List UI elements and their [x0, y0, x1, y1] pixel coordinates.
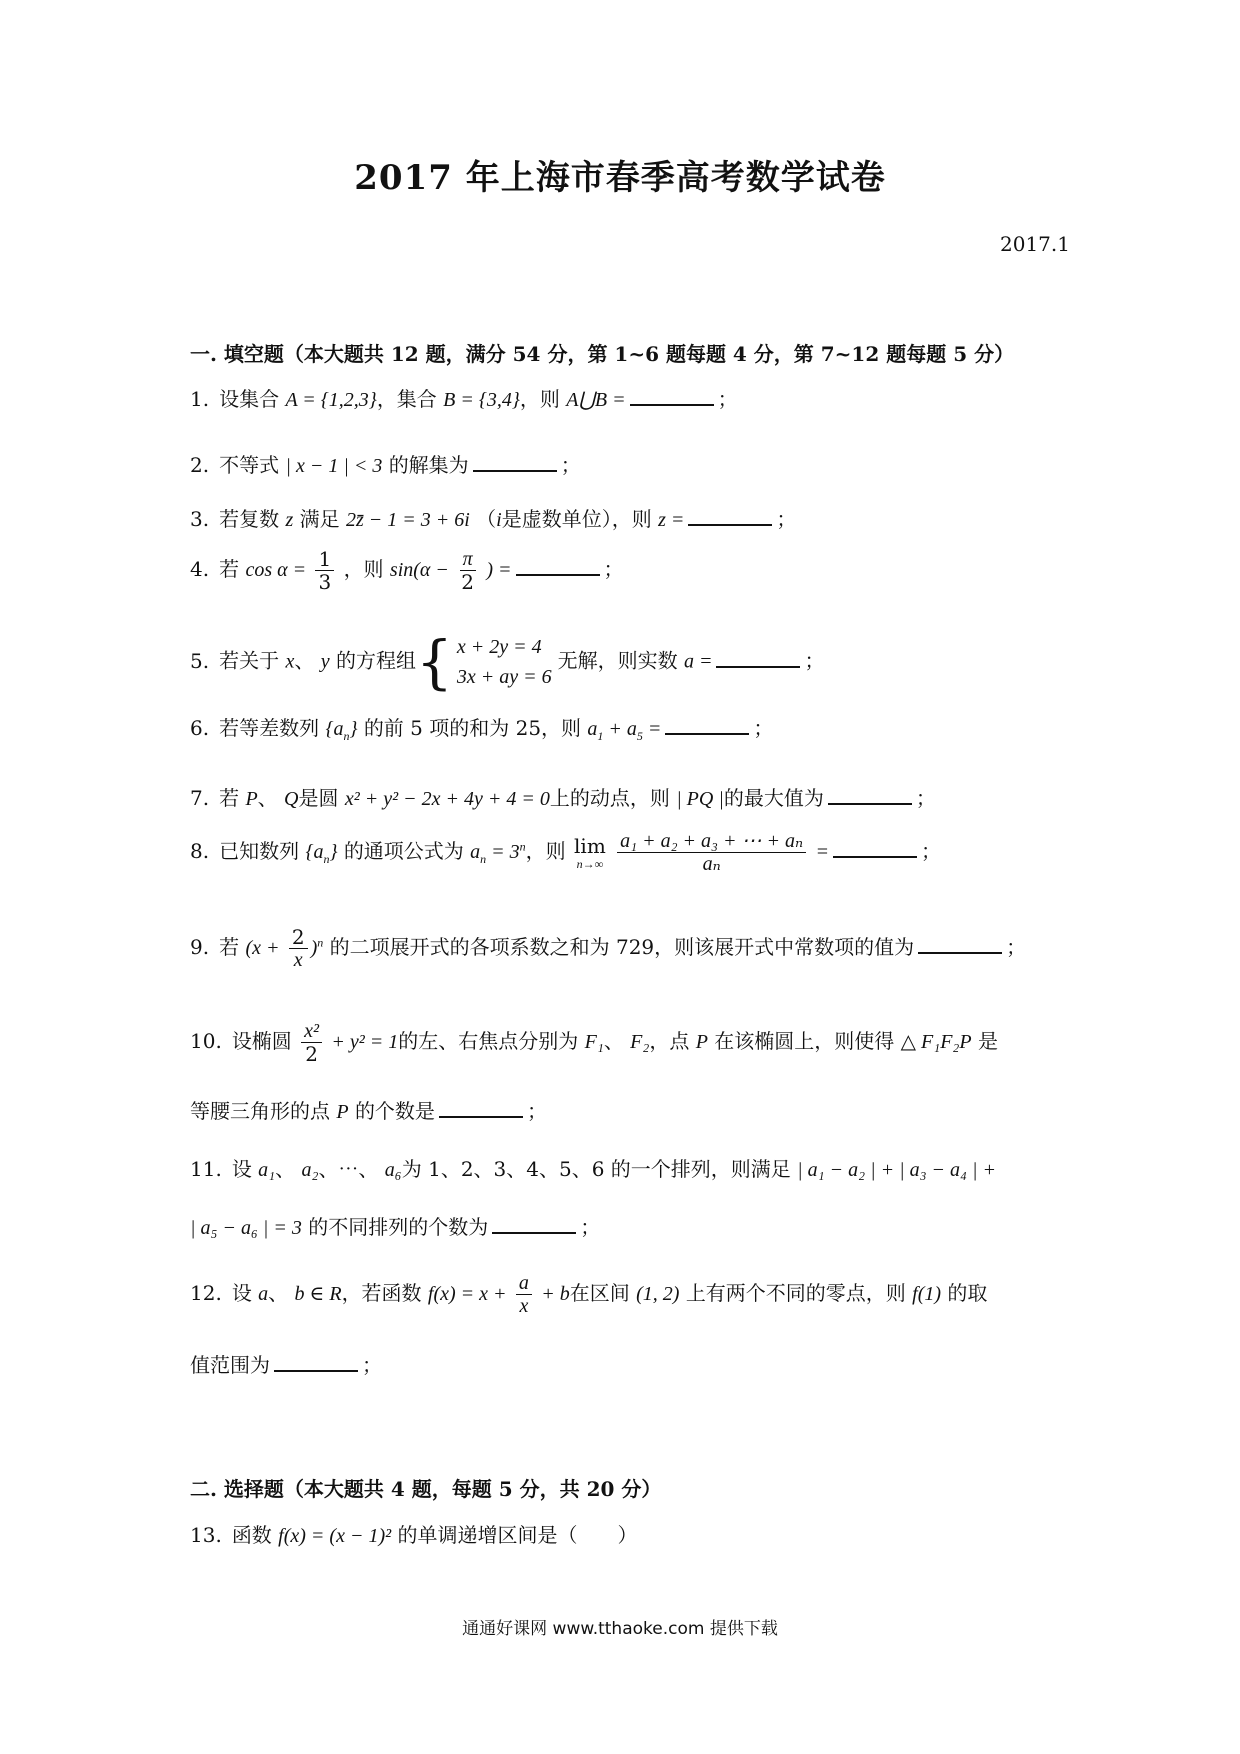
math-part: + a — [603, 718, 637, 740]
text: 、⋯、 — [318, 1157, 379, 1181]
text: 若 — [219, 786, 240, 810]
math-part: a — [587, 718, 598, 740]
math — [470, 839, 526, 866]
answer-blank[interactable] — [665, 715, 749, 735]
text: 的左、右焦点分别为 — [398, 1029, 579, 1053]
question-11 — [190, 1156, 996, 1183]
question-2 — [190, 452, 581, 479]
math: Q — [284, 788, 299, 810]
text: 设 — [231, 1157, 252, 1181]
fraction — [516, 1272, 532, 1317]
subscript: 1 — [597, 729, 604, 743]
math-part: } — [329, 841, 338, 863]
text: 等腰三角形的点 — [190, 1099, 330, 1123]
subscript: 5 — [636, 729, 643, 743]
math: F₂ — [630, 1031, 650, 1053]
math: a₆ — [384, 1159, 402, 1181]
math: (x + — [245, 937, 280, 959]
subscript: n — [323, 852, 330, 866]
numerator: x² — [301, 1020, 322, 1043]
fraction — [315, 548, 334, 593]
math: a₂ — [301, 1159, 319, 1181]
math-part: {a — [305, 841, 324, 863]
math: i — [496, 509, 502, 531]
text: 的个数是 — [354, 1099, 435, 1123]
question-number: 4. — [190, 557, 210, 581]
question-number: 9. — [190, 935, 210, 959]
text: 的单调递增区间是（ ） — [397, 1523, 638, 1547]
question-number: 1. — [190, 387, 210, 411]
math: P — [245, 788, 258, 810]
question-number: 2. — [190, 453, 210, 477]
math: P — [695, 1031, 708, 1053]
text: 是圆 — [298, 786, 339, 810]
denominator: aₙ — [702, 853, 721, 875]
math: cos α = — [245, 559, 307, 581]
math: A⋃B = — [566, 389, 626, 411]
math-part: {a — [325, 718, 344, 740]
math: A = {1,2,3} — [285, 389, 377, 411]
answer-blank[interactable] — [833, 838, 917, 858]
math-part: = — [642, 718, 662, 740]
fraction — [301, 1020, 322, 1065]
math: y — [320, 650, 330, 673]
text: 若等差数列 — [219, 716, 320, 740]
numerator: a — [516, 1272, 532, 1295]
math-part: ) — [310, 937, 318, 959]
text: 设 — [231, 1281, 252, 1305]
section-2-heading: 二. 选择题（本大题共 4 题，每题 5 分，共 20 分） — [190, 1477, 662, 1501]
question-4 — [190, 548, 624, 593]
subscript: n — [480, 852, 487, 866]
math: a = — [683, 650, 713, 673]
text: ； — [804, 648, 825, 673]
denominator: 2 — [461, 570, 475, 594]
question-1 — [190, 386, 738, 413]
text: ，集合 — [376, 387, 437, 411]
answer-blank[interactable] — [274, 1352, 358, 1372]
math: f(1) — [912, 1283, 942, 1305]
equation-system — [415, 628, 558, 696]
question-8 — [190, 830, 941, 875]
text: ； — [915, 786, 936, 810]
question-number: 3. — [190, 507, 210, 531]
math: △ F₁F₂P — [900, 1031, 972, 1053]
math: + b — [541, 1283, 570, 1305]
text: 、 — [275, 1157, 296, 1181]
section-1-heading: 一. 填空题（本大题共 12 题，满分 54 分，第 1~6 题每题 4 分，第 7~12 题每题 5 分） — [190, 342, 1015, 366]
answer-blank[interactable] — [630, 386, 714, 406]
answer-blank[interactable] — [688, 506, 772, 526]
text: ，则 — [525, 839, 566, 863]
question-number: 5. — [190, 648, 210, 673]
question-number: 10. — [190, 1029, 222, 1053]
footer-credit: 通通好课网 www.tthaoke.com 提供下载 — [462, 1619, 778, 1639]
text: 的取 — [947, 1281, 988, 1305]
text: ； — [920, 839, 941, 863]
math: = — [815, 841, 829, 863]
text: 、 — [603, 1029, 624, 1053]
text: 的最大值为 — [723, 786, 824, 810]
answer-blank[interactable] — [492, 1214, 576, 1234]
math: F₁ — [584, 1031, 604, 1053]
text: ； — [753, 716, 774, 740]
text: （ — [476, 507, 497, 531]
superscript: n — [317, 935, 324, 950]
math: 2z̄ − 1 = 3 + 6i — [345, 509, 470, 531]
math: | x − 1 | < 3 — [285, 455, 383, 477]
text: 是虚数单位），则 — [501, 507, 652, 531]
exam-date: 2017.1 — [1000, 232, 1070, 256]
math: z = — [658, 509, 685, 531]
question-12 — [190, 1272, 987, 1317]
text: 函数 — [231, 1523, 272, 1547]
question-7 — [190, 785, 936, 812]
question-9 — [190, 926, 1026, 971]
question-number: 8. — [190, 839, 210, 863]
text: 的解集为 — [388, 453, 469, 477]
question-number: 11. — [190, 1157, 222, 1181]
text: ； — [776, 507, 797, 531]
math: B = {3,4} — [443, 389, 520, 411]
math: f(x) = (x − 1)² — [278, 1525, 392, 1547]
text: ； — [362, 1353, 382, 1377]
question-number: 7. — [190, 786, 210, 810]
math: (1, 2) — [636, 1283, 680, 1305]
lim-label: lim — [574, 833, 606, 858]
lim-subscript: n→∞ — [576, 856, 604, 871]
text: ； — [526, 1099, 547, 1123]
math-part: } — [349, 718, 358, 740]
answer-blank[interactable] — [516, 556, 600, 576]
math — [305, 841, 338, 866]
numerator: 2 — [289, 926, 308, 949]
question-number: 13. — [190, 1523, 222, 1547]
question-5 — [190, 628, 825, 696]
text: 在区间 — [569, 1281, 630, 1305]
brace: { — [415, 628, 453, 696]
question-12-continued — [190, 1352, 382, 1378]
math: P — [336, 1101, 349, 1123]
answer-blank[interactable] — [716, 648, 800, 668]
text: 已知数列 — [219, 839, 300, 863]
text: ，点 — [649, 1029, 690, 1053]
answer-blank[interactable] — [439, 1098, 523, 1118]
math-part: a — [470, 841, 481, 863]
math: ) = — [486, 559, 512, 581]
text: 在该椭圆上，则使得 — [714, 1029, 895, 1053]
math: f(x) = x + — [427, 1283, 507, 1305]
math: x² + y² − 2x + 4y + 4 = 0 — [344, 788, 550, 810]
fraction — [289, 926, 308, 971]
math — [325, 718, 358, 743]
fraction — [617, 830, 806, 875]
denominator: x — [519, 1295, 529, 1317]
question-6 — [190, 715, 773, 745]
math: a — [258, 1283, 269, 1305]
text: 设椭圆 — [231, 1029, 292, 1053]
page-title: 2017 年上海市春季高考数学试卷 — [354, 158, 886, 198]
answer-blank[interactable] — [473, 452, 557, 472]
math — [311, 937, 324, 959]
math: b ∈ R — [294, 1283, 342, 1305]
math: | PQ | — [676, 788, 724, 810]
text: 若关于 — [219, 648, 280, 673]
math: | a₅ − a₆ | = 3 — [190, 1217, 302, 1239]
math: + y² = 1 — [331, 1031, 399, 1053]
text: 、 — [294, 648, 315, 673]
text: 的不同排列的个数为 — [308, 1215, 489, 1239]
question-13 — [190, 1522, 637, 1549]
fraction — [458, 548, 477, 593]
question-number: 12. — [190, 1281, 222, 1305]
text: ，则 — [519, 387, 560, 411]
math: sin(α − — [389, 559, 449, 581]
answer-blank[interactable] — [828, 785, 912, 805]
text: 的二项展开式的各项系数之和为 729，则该展开式中常数项的值为 — [329, 935, 915, 959]
numerator: π — [460, 548, 476, 571]
text: 、 — [257, 786, 278, 810]
math — [587, 718, 662, 743]
question-number: 6. — [190, 716, 210, 740]
text: ； — [603, 557, 624, 581]
text: 上的动点，则 — [549, 786, 670, 810]
text: ； — [1006, 935, 1027, 959]
text: 的通项公式为 — [343, 839, 464, 863]
text: ； — [560, 453, 581, 477]
superscript: n — [519, 839, 526, 854]
text: 值范围为 — [190, 1353, 270, 1377]
text: 设集合 — [219, 387, 280, 411]
subscript: n — [343, 729, 350, 743]
text: 若 — [219, 935, 240, 959]
answer-blank[interactable] — [918, 934, 1002, 954]
text: ，则 — [343, 557, 384, 581]
math-part: = 3 — [486, 841, 520, 863]
denominator: x — [293, 949, 303, 971]
text: 的前 5 项的和为 25，则 — [363, 716, 582, 740]
equation: x + 2y = 4 — [456, 636, 542, 658]
text: 若 — [219, 557, 240, 581]
text: 不等式 — [219, 453, 280, 477]
text: 满足 — [299, 507, 340, 531]
question-10-continued — [190, 1098, 547, 1125]
text: 若复数 — [219, 507, 280, 531]
text: ； — [580, 1215, 601, 1239]
denominator: 2 — [305, 1042, 318, 1066]
text: 是 — [977, 1029, 998, 1053]
text: 无解，则实数 — [557, 648, 678, 673]
math: | a₁ − a₂ | + | a₃ − a₄ | + — [797, 1159, 996, 1181]
question-3 — [190, 506, 796, 533]
math: x — [285, 650, 295, 673]
text: ； — [717, 387, 738, 411]
numerator: 1 — [315, 548, 334, 571]
math: a₁ — [258, 1159, 276, 1181]
text: 、 — [268, 1281, 289, 1305]
equation: 3x + ay = 6 — [456, 666, 552, 688]
text: 为 1、2、3、4、5、6 的一个排列，则满足 — [401, 1157, 791, 1181]
text: ，若函数 — [341, 1281, 422, 1305]
text: 上有两个不同的零点，则 — [685, 1281, 906, 1305]
limit — [574, 833, 606, 873]
denominator: 3 — [318, 570, 332, 594]
math: z — [285, 509, 294, 531]
question-11-continued — [190, 1214, 600, 1241]
text: 的方程组 — [335, 648, 416, 673]
numerator: a₁ + a₂ + a₃ + ⋯ + aₙ — [617, 830, 806, 853]
question-10 — [190, 1020, 998, 1065]
